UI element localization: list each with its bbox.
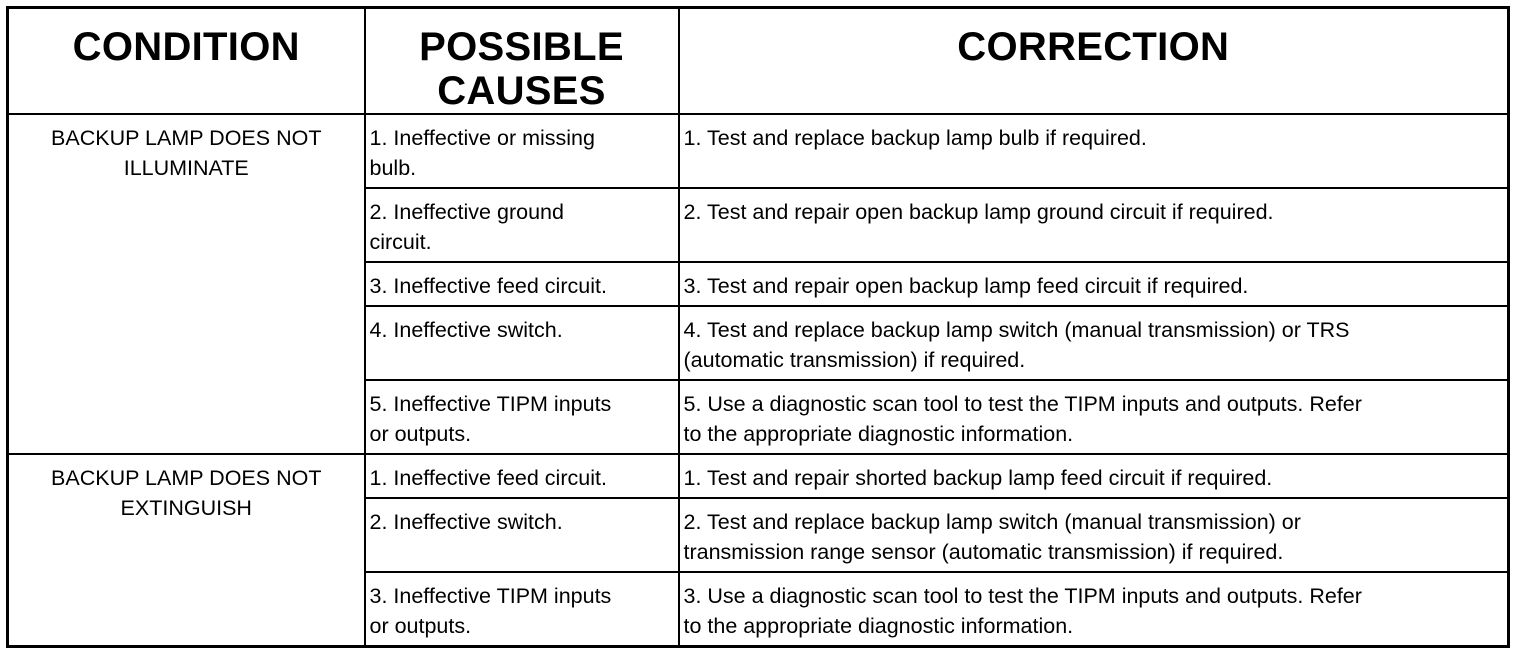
- cause-line2: or outputs.: [369, 422, 472, 446]
- correction-line2: to the appropriate diagnostic information.: [683, 422, 1074, 446]
- correction-line1: 1. Test and repair shorted backup lamp feed circuit if required.: [683, 466, 1273, 490]
- correction-line1: 4. Test and replace backup lamp switch (manual transmission) or TRS: [683, 318, 1350, 342]
- correction-line1: 5. Use a diagnostic scan tool to test the TIPM inputs and outputs. Refer: [683, 392, 1362, 416]
- cause-line1: 1. Ineffective or missing: [369, 126, 595, 150]
- correction-line1: 2. Test and replace backup lamp switch (manual transmission) or: [683, 510, 1301, 534]
- correction-cell: [679, 188, 1509, 262]
- cause-cell: [365, 498, 679, 572]
- condition-line1: BACKUP LAMP DOES NOT: [51, 126, 322, 150]
- condition-line2: ILLUMINATE: [123, 156, 249, 180]
- cause-cell: [365, 188, 679, 262]
- cause-line1: 2. Ineffective switch.: [369, 510, 563, 534]
- header-condition-label: CONDITION: [72, 25, 300, 69]
- diagnosis-table: [6, 6, 1510, 648]
- cause-cell: [365, 306, 679, 380]
- cause-cell: [365, 380, 679, 454]
- header-possible-causes: [365, 8, 679, 115]
- cause-line1: 3. Ineffective feed circuit.: [369, 274, 607, 298]
- correction-cell: [679, 262, 1509, 306]
- correction-cell: [679, 380, 1509, 454]
- header-possible-causes-line1: POSSIBLE: [419, 25, 624, 69]
- correction-cell: [679, 498, 1509, 572]
- cause-line1: 1. Ineffective feed circuit.: [369, 466, 607, 490]
- cause-line1: 4. Ineffective switch.: [369, 318, 563, 342]
- header-row: [8, 8, 1509, 115]
- header-possible-causes-line2: CAUSES: [437, 69, 606, 113]
- cause-cell: [365, 114, 679, 188]
- cause-cell: [365, 454, 679, 498]
- cause-line1: 5. Ineffective TIPM inputs: [369, 392, 612, 416]
- condition-cell: [8, 114, 365, 454]
- table-row: [8, 454, 1509, 498]
- cause-line2: circuit.: [369, 230, 432, 254]
- header-correction-label: CORRECTION: [957, 25, 1230, 69]
- correction-cell: [679, 114, 1509, 188]
- cause-cell: [365, 262, 679, 306]
- correction-line2: transmission range sensor (automatic transmission) if required.: [683, 540, 1284, 564]
- cause-cell: [365, 572, 679, 647]
- cause-line2: bulb.: [369, 156, 417, 180]
- condition-cell: [8, 454, 365, 647]
- correction-cell: [679, 454, 1509, 498]
- condition-line1: BACKUP LAMP DOES NOT: [51, 466, 322, 490]
- correction-line2: to the appropriate diagnostic information.: [683, 614, 1074, 638]
- correction-line1: 3. Use a diagnostic scan tool to test the TIPM inputs and outputs. Refer: [683, 584, 1362, 608]
- correction-cell: [679, 572, 1509, 647]
- table-row: [8, 114, 1509, 188]
- cause-line1: 3. Ineffective TIPM inputs: [369, 584, 612, 608]
- header-condition: [8, 8, 365, 115]
- cause-line2: or outputs.: [369, 614, 472, 638]
- correction-line2: (automatic transmission) if required.: [683, 348, 1026, 372]
- condition-line2: EXTINGUISH: [120, 496, 252, 520]
- correction-cell: [679, 306, 1509, 380]
- cause-line1: 2. Ineffective ground: [369, 200, 564, 224]
- header-correction: [679, 8, 1509, 115]
- correction-line1: 1. Test and replace backup lamp bulb if required.: [683, 126, 1147, 150]
- correction-line1: 2. Test and repair open backup lamp ground circuit if required.: [683, 200, 1274, 224]
- correction-line1: 3. Test and repair open backup lamp feed circuit if required.: [683, 274, 1249, 298]
